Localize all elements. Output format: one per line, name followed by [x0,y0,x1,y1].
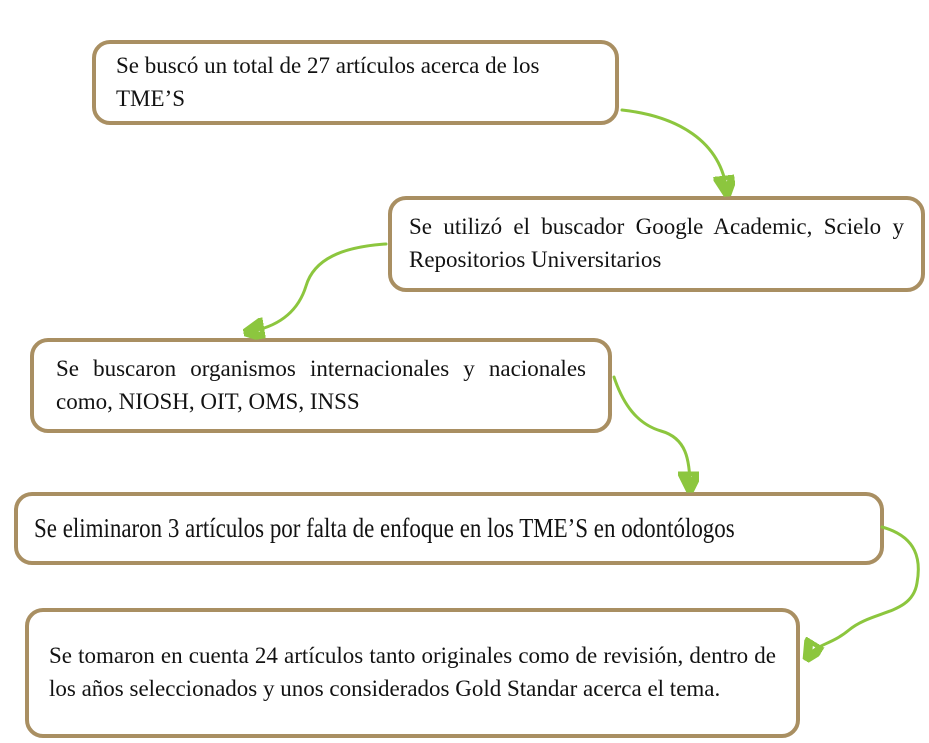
flowchart-step-3 [30,338,612,433]
flowchart-step-5-text: Se tomaron en cuenta 24 artículos tanto originales como de revisión, dentro de los años seleccionados y unos considerados Gold Standar acerca el tema. [49,643,776,701]
flowchart-step-2-text: Se utilizó el buscador Google Academic, Scielo y Repositorios Universitarios [409,214,904,272]
flowchart-step-3-text: Se buscaron organismos internacionales y nacionales como, NIOSH, OIT, OMS, INSS [56,355,586,414]
flowchart-step-4-text: Se eliminaron 3 artículos por falta de enfoque en los TME’S en odontólogos [34,513,735,544]
flowchart-step-5 [25,608,800,738]
arrow-step1-step2-icon [622,110,727,192]
flowchart-step-4 [14,492,884,565]
flowchart-step-1-text: Se buscó un total de 27 artículos acerca de los TME’S [116,52,540,111]
arrow-step2-step3-icon [248,244,386,332]
arrow-step3-step4-icon [614,377,690,488]
flowchart-step-1 [92,40,619,125]
flowchart-step-2 [388,196,925,292]
